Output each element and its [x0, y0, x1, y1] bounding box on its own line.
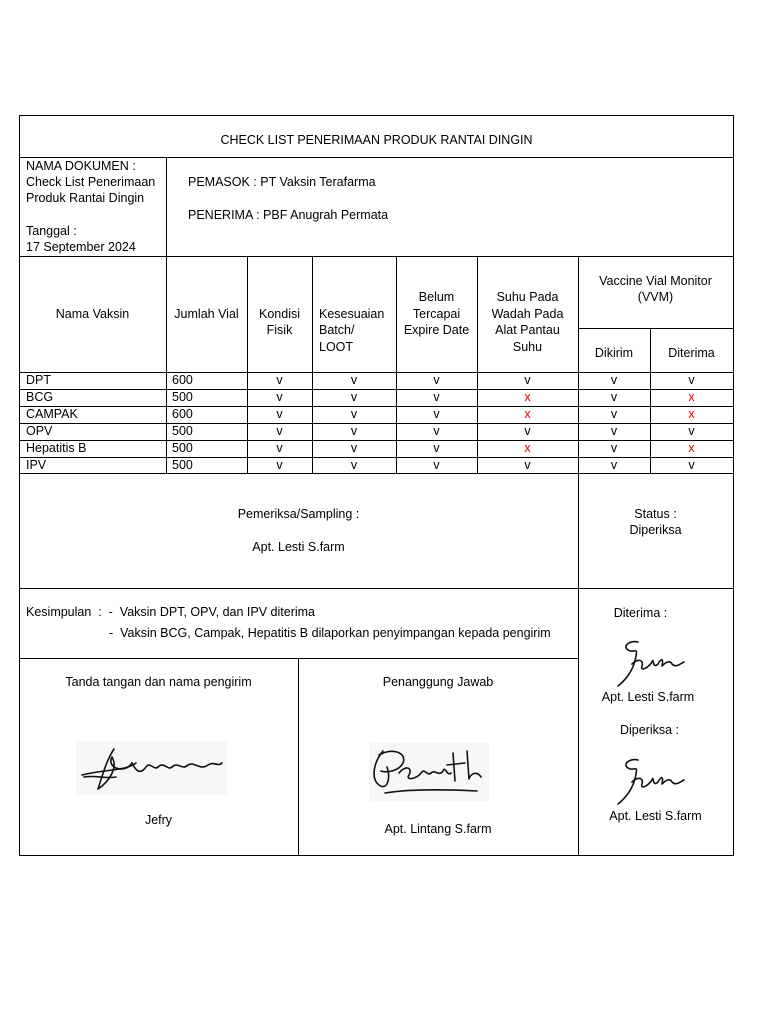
- cell-dikirim: v: [610, 424, 618, 438]
- header-belum-3: Expire Date: [403, 323, 470, 337]
- cell-dikirim: v: [610, 407, 618, 421]
- penanggung-label: Penanggung Jawab: [382, 675, 494, 689]
- header-kondisi-fisik-1: Kondisi: [259, 307, 300, 321]
- cell-nama: Hepatitis B: [26, 441, 87, 455]
- nama-dokumen-label: NAMA DOKUMEN :: [26, 159, 136, 173]
- header-belum-1: Belum: [418, 290, 455, 304]
- cell-suhu: v: [524, 373, 531, 387]
- pengirim-signature: [76, 741, 227, 795]
- cell-kondisi: v: [276, 424, 283, 438]
- cell-kondisi: v: [276, 390, 283, 404]
- cell-kesesuaian: v: [350, 373, 358, 387]
- kesimpulan-line1: Kesimpulan : - Vaksin DPT, OPV, dan IPV diterima: [26, 605, 316, 619]
- header-belum-2: Tercapai: [412, 307, 461, 321]
- pemeriksa-name: Apt. Lesti S.farm: [252, 540, 345, 554]
- cell-diterima: v: [688, 458, 695, 472]
- cell-jumlah: 500: [172, 424, 193, 438]
- cell-suhu: x: [524, 390, 531, 404]
- cell-diterima: x: [688, 407, 695, 421]
- cell-suhu: v: [524, 458, 531, 472]
- cell-dikirim: v: [610, 441, 618, 455]
- cell-nama: CAMPAK: [26, 407, 78, 421]
- header-vvm-1: Vaccine Vial Monitor: [599, 274, 712, 288]
- header-suhu-1: Suhu Pada: [496, 290, 559, 304]
- cell-dikirim: v: [610, 458, 618, 472]
- header-suhu-4: Suhu: [512, 340, 543, 354]
- header-vvm-2: (VVM): [637, 290, 674, 304]
- cell-expire: v: [433, 441, 440, 455]
- cell-nama: OPV: [26, 424, 53, 438]
- penerima: PENERIMA : PBF Anugrah Permata: [188, 208, 389, 222]
- tanggal-value: 17 September 2024: [26, 240, 136, 254]
- nama-dokumen-line2: Produk Rantai Dingin: [26, 191, 145, 205]
- cell-kondisi: v: [276, 458, 283, 472]
- tanggal-label: Tanggal :: [26, 224, 77, 238]
- cell-kondisi: v: [276, 373, 283, 387]
- cell-kesesuaian: v: [350, 441, 358, 455]
- diterima-label: Diterima :: [613, 606, 668, 620]
- header-diterima: Diterima: [668, 346, 715, 360]
- pengirim-name: Jefry: [144, 813, 173, 827]
- cell-dikirim: v: [610, 390, 618, 404]
- cell-jumlah: 500: [172, 390, 193, 404]
- cell-nama: IPV: [26, 458, 47, 472]
- diterima-signature: [608, 636, 690, 690]
- pengirim-label: Tanda tangan dan nama pengirim: [65, 675, 252, 689]
- cell-expire: v: [433, 458, 440, 472]
- cell-suhu: x: [524, 441, 531, 455]
- cell-jumlah: 600: [172, 373, 193, 387]
- header-jumlah-vial: Jumlah Vial: [174, 307, 239, 321]
- cell-expire: v: [433, 373, 440, 387]
- cell-expire: v: [433, 390, 440, 404]
- kesimpulan-line2: - Vaksin BCG, Campak, Hepatitis B dilaporkan penyimpangan kepada pengirim: [109, 626, 551, 640]
- header-kesesuaian-2: Batch/: [319, 323, 355, 337]
- header-suhu-2: Wadah Pada: [491, 307, 564, 321]
- cell-dikirim: v: [610, 373, 618, 387]
- cell-nama: DPT: [26, 373, 51, 387]
- cell-jumlah: 500: [172, 441, 193, 455]
- cell-kondisi: v: [276, 407, 283, 421]
- status-value: Diperiksa: [629, 523, 682, 537]
- cell-diterima: v: [688, 424, 695, 438]
- cell-kesesuaian: v: [350, 390, 358, 404]
- penanggung-signature: [369, 743, 489, 801]
- header-nama-vaksin: Nama Vaksin: [55, 307, 130, 321]
- cell-nama: BCG: [26, 390, 54, 404]
- cell-expire: v: [433, 424, 440, 438]
- cell-jumlah: 500: [172, 458, 193, 472]
- document-title: CHECK LIST PENERIMAAN PRODUK RANTAI DINGIN: [220, 133, 533, 147]
- diterima-name: Apt. Lesti S.farm: [601, 690, 695, 704]
- pemeriksa-label: Pemeriksa/Sampling :: [237, 507, 360, 521]
- diperiksa-label: Diperiksa :: [619, 723, 680, 737]
- cell-kesesuaian: v: [350, 407, 358, 421]
- cell-kesesuaian: v: [350, 424, 358, 438]
- cell-expire: v: [433, 407, 440, 421]
- pemasok: PEMASOK : PT Vaksin Terafarma: [188, 175, 376, 189]
- cell-diterima: v: [688, 373, 695, 387]
- header-kesesuaian-1: Kesesuaian: [319, 307, 385, 321]
- header-suhu-3: Alat Pantau: [495, 323, 560, 337]
- status-label: Status :: [634, 507, 677, 521]
- diperiksa-name: Apt. Lesti S.farm: [609, 809, 702, 823]
- nama-dokumen-line1: Check List Penerimaan: [26, 175, 156, 189]
- cell-diterima: x: [688, 441, 695, 455]
- cell-kesesuaian: v: [350, 458, 358, 472]
- penanggung-name: Apt. Lintang S.farm: [384, 822, 492, 836]
- header-kondisi-fisik-2: Fisik: [266, 323, 293, 337]
- header-kesesuaian-3: LOOT: [319, 340, 354, 354]
- cell-suhu: x: [524, 407, 531, 421]
- diperiksa-signature: [608, 754, 690, 808]
- cell-diterima: x: [688, 390, 695, 404]
- cell-suhu: v: [524, 424, 531, 438]
- cell-jumlah: 600: [172, 407, 193, 421]
- cell-kondisi: v: [276, 441, 283, 455]
- header-dikirim: Dikirim: [594, 346, 634, 360]
